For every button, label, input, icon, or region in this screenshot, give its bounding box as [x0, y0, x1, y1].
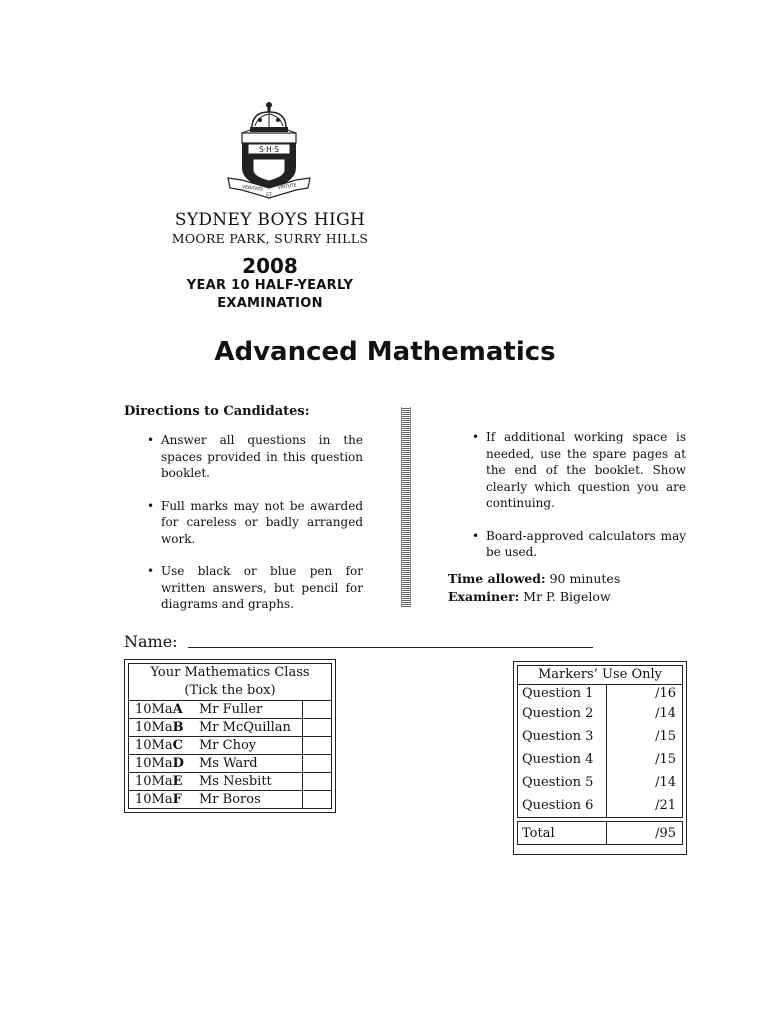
crown-icon	[250, 102, 288, 132]
directions-left-list	[145, 432, 363, 629]
class-row	[129, 701, 331, 719]
marker-row	[518, 725, 683, 748]
class-row	[129, 719, 331, 737]
class-row	[129, 791, 331, 809]
total-row	[518, 822, 683, 845]
shield-monogram: S·H·S	[259, 145, 279, 154]
exam-year: 2008	[242, 254, 298, 278]
class-code: 10MaA	[129, 701, 193, 719]
markers-use-box	[517, 665, 683, 845]
directions-right-list	[470, 429, 686, 577]
markers-heading: Markers’ Use Only	[517, 665, 683, 684]
class-code: 10MaE	[129, 773, 193, 791]
class-row	[129, 737, 331, 755]
examiner-value: Mr P. Bigelow	[523, 589, 611, 604]
motto-mid: ET	[266, 193, 272, 198]
question-label: Question 4	[518, 748, 607, 771]
class-teacher: Mr Boros	[193, 791, 303, 809]
question-label: Question 5	[518, 771, 607, 794]
direction-item: • Board-approved calculators may be used.	[472, 528, 686, 559]
total-marks: /95	[655, 825, 676, 841]
class-code: 10MaF	[129, 791, 193, 809]
class-teacher: Ms Ward	[193, 755, 303, 773]
column-divider	[401, 407, 411, 607]
question-marks: /14	[655, 706, 676, 721]
exam-title-line1: YEAR 10 HALF-YEARLY	[186, 278, 354, 293]
exam-title-line2: EXAMINATION	[217, 296, 323, 311]
question-label: Question 3	[518, 725, 607, 748]
class-teacher: Mr Fuller	[193, 701, 303, 719]
marker-row	[518, 771, 683, 794]
school-location: MOORE PARK, SURRY HILLS	[171, 231, 369, 246]
question-marks: /21	[655, 798, 676, 813]
class-box-heading: Your Mathematics Class	[150, 665, 310, 680]
marker-row	[518, 702, 683, 725]
question-label: Question 1	[518, 685, 607, 703]
class-teacher: Ms Nesbitt	[193, 773, 303, 791]
class-tick-box[interactable]	[303, 719, 332, 737]
question-marks: /14	[655, 775, 676, 790]
class-code: 10MaC	[129, 737, 193, 755]
class-tick-box[interactable]	[303, 773, 332, 791]
question-marks: /15	[655, 752, 676, 767]
total-label: Total	[518, 822, 607, 845]
question-marks: /16	[655, 686, 676, 701]
markers-table	[517, 684, 683, 818]
class-row	[129, 773, 331, 791]
class-code: 10MaB	[129, 719, 193, 737]
school-name: SYDNEY BOYS HIGH	[174, 210, 366, 230]
class-code: 10MaD	[129, 755, 193, 773]
time-allowed-label: Time allowed:	[448, 571, 546, 586]
class-selection-box	[128, 663, 332, 809]
question-marks: /15	[655, 729, 676, 744]
examiner	[448, 589, 611, 604]
examiner-label: Examiner:	[448, 589, 520, 604]
class-box-subheading: (Tick the box)	[184, 683, 276, 698]
total-table	[517, 821, 683, 845]
marker-row	[518, 685, 683, 703]
class-tick-box[interactable]	[303, 755, 332, 773]
directions-heading: Directions to Candidates:	[124, 404, 310, 419]
direction-item: • Answer all questions in the spaces provided in this question booklet.	[147, 433, 363, 480]
direction-item: • Full marks may not be awarded for careless or badly arranged work.	[147, 498, 363, 546]
class-teacher: Mr McQuillan	[193, 719, 303, 737]
time-allowed	[448, 571, 620, 586]
name-label: Name:	[124, 632, 178, 651]
class-teacher: Mr Choy	[193, 737, 303, 755]
class-tick-box[interactable]	[303, 791, 332, 809]
class-tick-box[interactable]	[303, 737, 332, 755]
name-field[interactable]	[188, 647, 593, 648]
motto-left: VERITATE	[241, 185, 264, 193]
time-allowed-value: 90 minutes	[549, 571, 621, 586]
direction-item: • If additional working space is needed, use the spare pages at the end of the booklet. Show clearly which question you are continuing.	[472, 430, 686, 510]
direction-item: • Use black or blue pen for written answers, but pencil for diagrams and graphs.	[147, 564, 363, 611]
marker-row	[518, 748, 683, 771]
school-crest-logo	[222, 100, 316, 202]
class-table	[129, 700, 331, 808]
class-row	[129, 755, 331, 773]
question-label: Question 6	[518, 794, 607, 818]
marker-row	[518, 794, 683, 818]
class-tick-box[interactable]	[303, 701, 332, 719]
question-label: Question 2	[518, 702, 607, 725]
motto-right: VIRTUTE	[277, 183, 297, 191]
subject-title: Advanced Mathematics	[214, 337, 556, 367]
